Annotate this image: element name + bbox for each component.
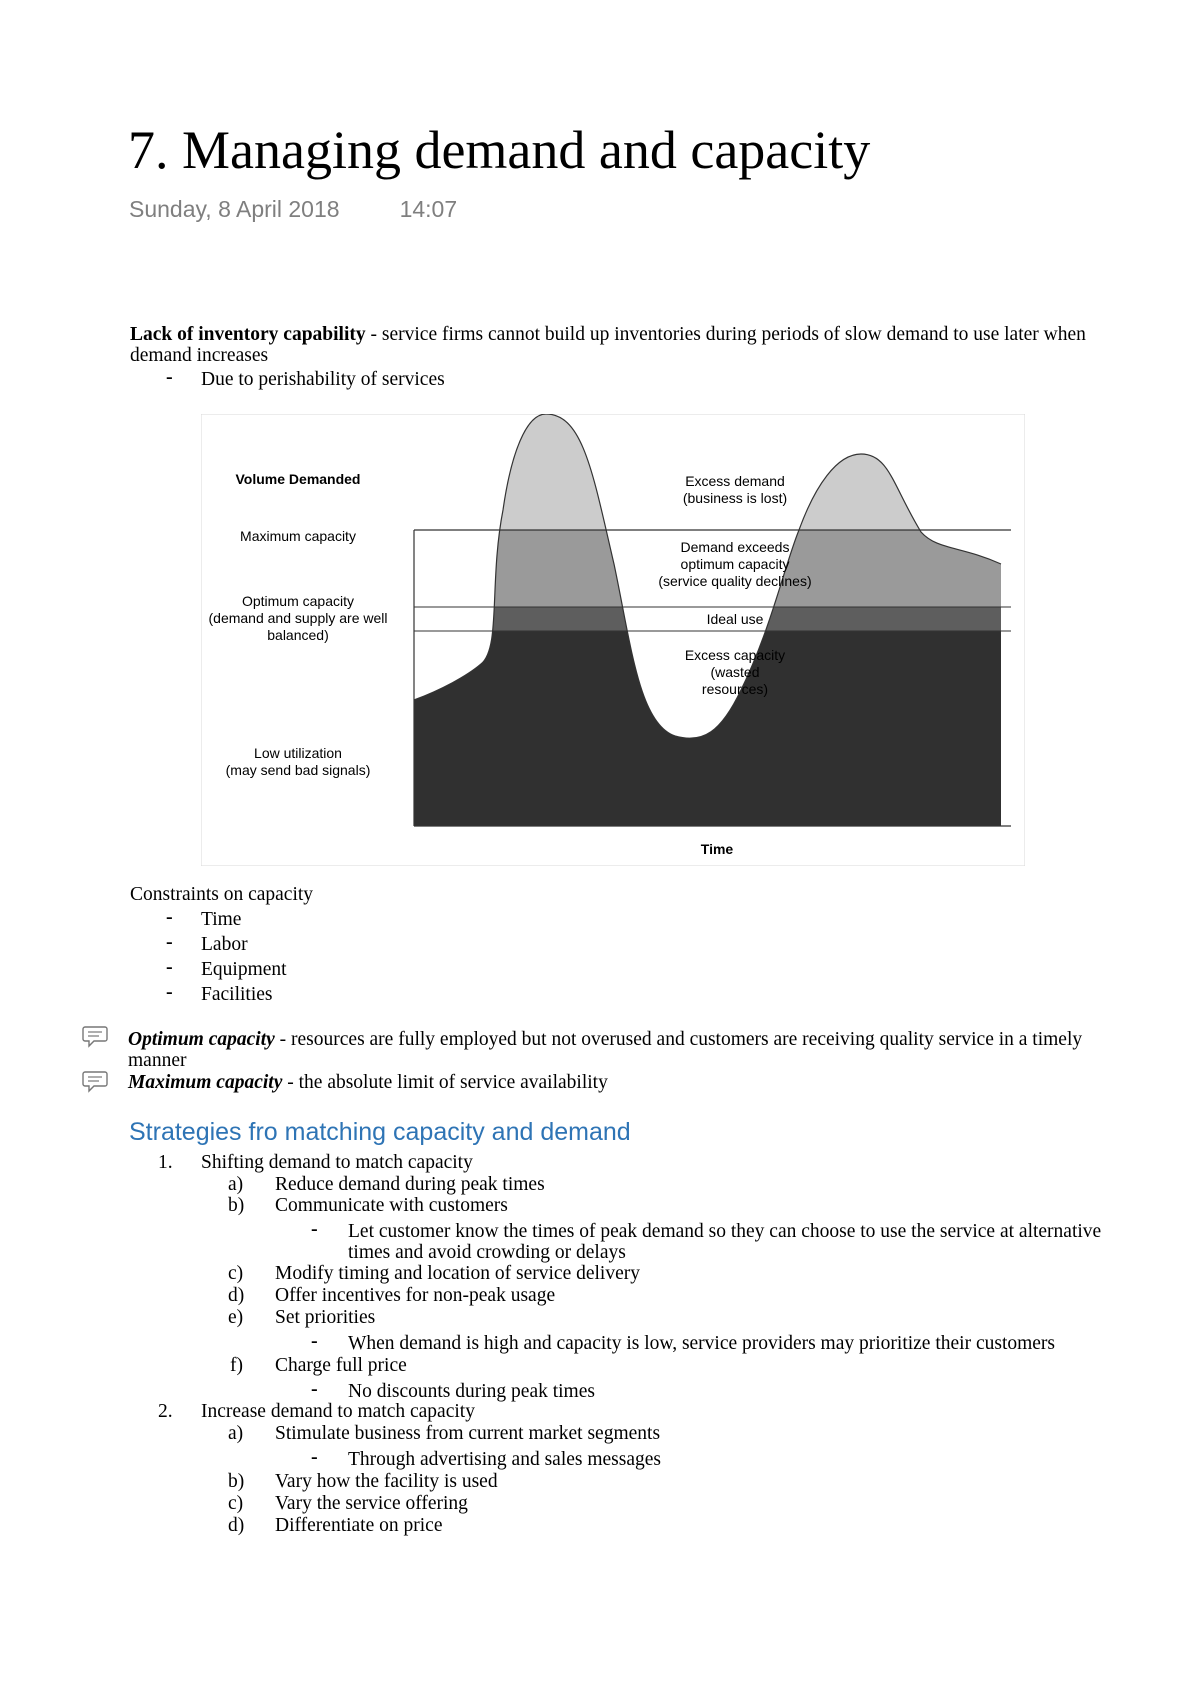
intro-bullet: Due to perishability of services (201, 369, 445, 390)
strategy-2a-label: Stimulate business from current market segments (275, 1423, 661, 1444)
optimum-text: - resources are fully employed but not overused and customers are receiving quality service in a timely manner (128, 1029, 1083, 1071)
excess-capacity-label-2: (wasted (710, 664, 760, 680)
strategy-1b-sub: Let customer know the times of peak demand so they can choose to use the service at alternative times and avoid crowding or delays (348, 1221, 1102, 1263)
list-letter: d) (228, 1285, 245, 1306)
intro-text: - service firms cannot build up inventories during periods of slow demand to use later when demand increases (130, 324, 1086, 366)
comment-icon[interactable] (82, 1025, 108, 1049)
optimum-term: Optimum capacity (128, 1029, 275, 1050)
exceeds-label-2: optimum capacity (680, 556, 790, 572)
dash-bullet: - (311, 1378, 318, 1400)
optimum-definition (128, 1029, 1140, 1071)
page-date: Sunday, 8 April 2018 (129, 196, 340, 222)
strategy-1f-sub: No discounts during peak times (348, 1381, 595, 1402)
maximum-text: - the absolute limit of service availability (282, 1072, 608, 1093)
maximum-term: Maximum capacity (128, 1072, 283, 1093)
maximum-definition (128, 1072, 608, 1093)
list-number: 2. (158, 1401, 173, 1422)
strategy-2c-label: Vary the service offering (275, 1493, 468, 1514)
page-time: 14:07 (399, 196, 458, 222)
strategy-1-label: Shifting demand to match capacity (201, 1152, 473, 1173)
constraint-item: Labor (201, 934, 248, 955)
dash-bullet: - (311, 1446, 318, 1468)
strategy-2-label: Increase demand to match capacity (201, 1401, 475, 1422)
volume-label: Volume Demanded (235, 471, 361, 487)
dash-bullet: - (311, 1218, 318, 1240)
dash-bullet: - (166, 366, 173, 388)
list-letter: c) (228, 1263, 244, 1284)
constraints-heading: Constraints on capacity (130, 884, 314, 905)
constraint-item: Facilities (201, 984, 273, 1005)
page-date-time (129, 196, 457, 223)
strategy-1f-label: Charge full price (275, 1355, 407, 1376)
demand-capacity-figure (201, 414, 1025, 866)
dash-bullet: - (166, 956, 173, 978)
comment-icon[interactable] (82, 1070, 108, 1094)
list-letter: d) (228, 1515, 245, 1536)
optimum-label-2: (demand and supply are well (208, 610, 388, 626)
strategy-2b-label: Vary how the facility is used (275, 1471, 498, 1492)
dash-bullet: - (166, 931, 173, 953)
demand-capacity-svg (201, 414, 1025, 866)
strategy-1d-label: Offer incentives for non-peak usage (275, 1285, 556, 1306)
list-letter: e) (228, 1307, 244, 1328)
low-label-2: (may send bad signals) (225, 762, 371, 778)
strategies-heading: Strategies fro matching capacity and demand (129, 1118, 631, 1146)
strategy-1b-label: Communicate with customers (275, 1195, 508, 1216)
ideal-use-label: Ideal use (706, 611, 764, 627)
exceeds-label-1: Demand exceeds (680, 539, 790, 555)
excess-capacity-label-1: Excess capacity (684, 647, 786, 663)
strategy-1c-label: Modify timing and location of service delivery (275, 1263, 640, 1284)
excess-demand-label-1: Excess demand (685, 473, 785, 489)
exceeds-label-3: (service quality declines) (658, 573, 812, 589)
dash-bullet: - (311, 1330, 318, 1352)
page-title: 7. Managing demand and capacity (128, 120, 871, 180)
intro-term: Lack of inventory capability (130, 324, 366, 345)
list-letter: c) (228, 1493, 244, 1514)
list-number: 1. (158, 1152, 173, 1173)
intro-paragraph (130, 324, 1140, 366)
list-letter: a) (228, 1423, 244, 1444)
strategy-2a-sub: Through advertising and sales messages (348, 1449, 662, 1470)
strategy-1a-label: Reduce demand during peak times (275, 1174, 545, 1195)
list-letter: b) (228, 1471, 245, 1492)
constraint-item: Time (201, 909, 242, 930)
dash-bullet: - (166, 981, 173, 1003)
low-label-1: Low utilization (254, 745, 342, 761)
list-letter: a) (228, 1174, 244, 1195)
constraint-item: Equipment (201, 959, 287, 980)
x-axis-label: Time (700, 841, 734, 857)
optimum-label-3: balanced) (267, 627, 329, 643)
strategy-1e-label: Set priorities (275, 1307, 376, 1328)
excess-demand-label-2: (business is lost) (682, 490, 788, 506)
dash-bullet: - (166, 906, 173, 928)
optimum-label-1: Optimum capacity (241, 593, 355, 609)
excess-capacity-label-3: resources) (701, 681, 769, 697)
maximum-label: Maximum capacity (240, 528, 356, 544)
list-letter: b) (228, 1195, 245, 1216)
strategy-1e-sub: When demand is high and capacity is low, service providers may prioritize their customers (348, 1333, 1056, 1354)
list-letter: f) (230, 1355, 243, 1376)
strategy-2d-label: Differentiate on price (275, 1515, 443, 1536)
